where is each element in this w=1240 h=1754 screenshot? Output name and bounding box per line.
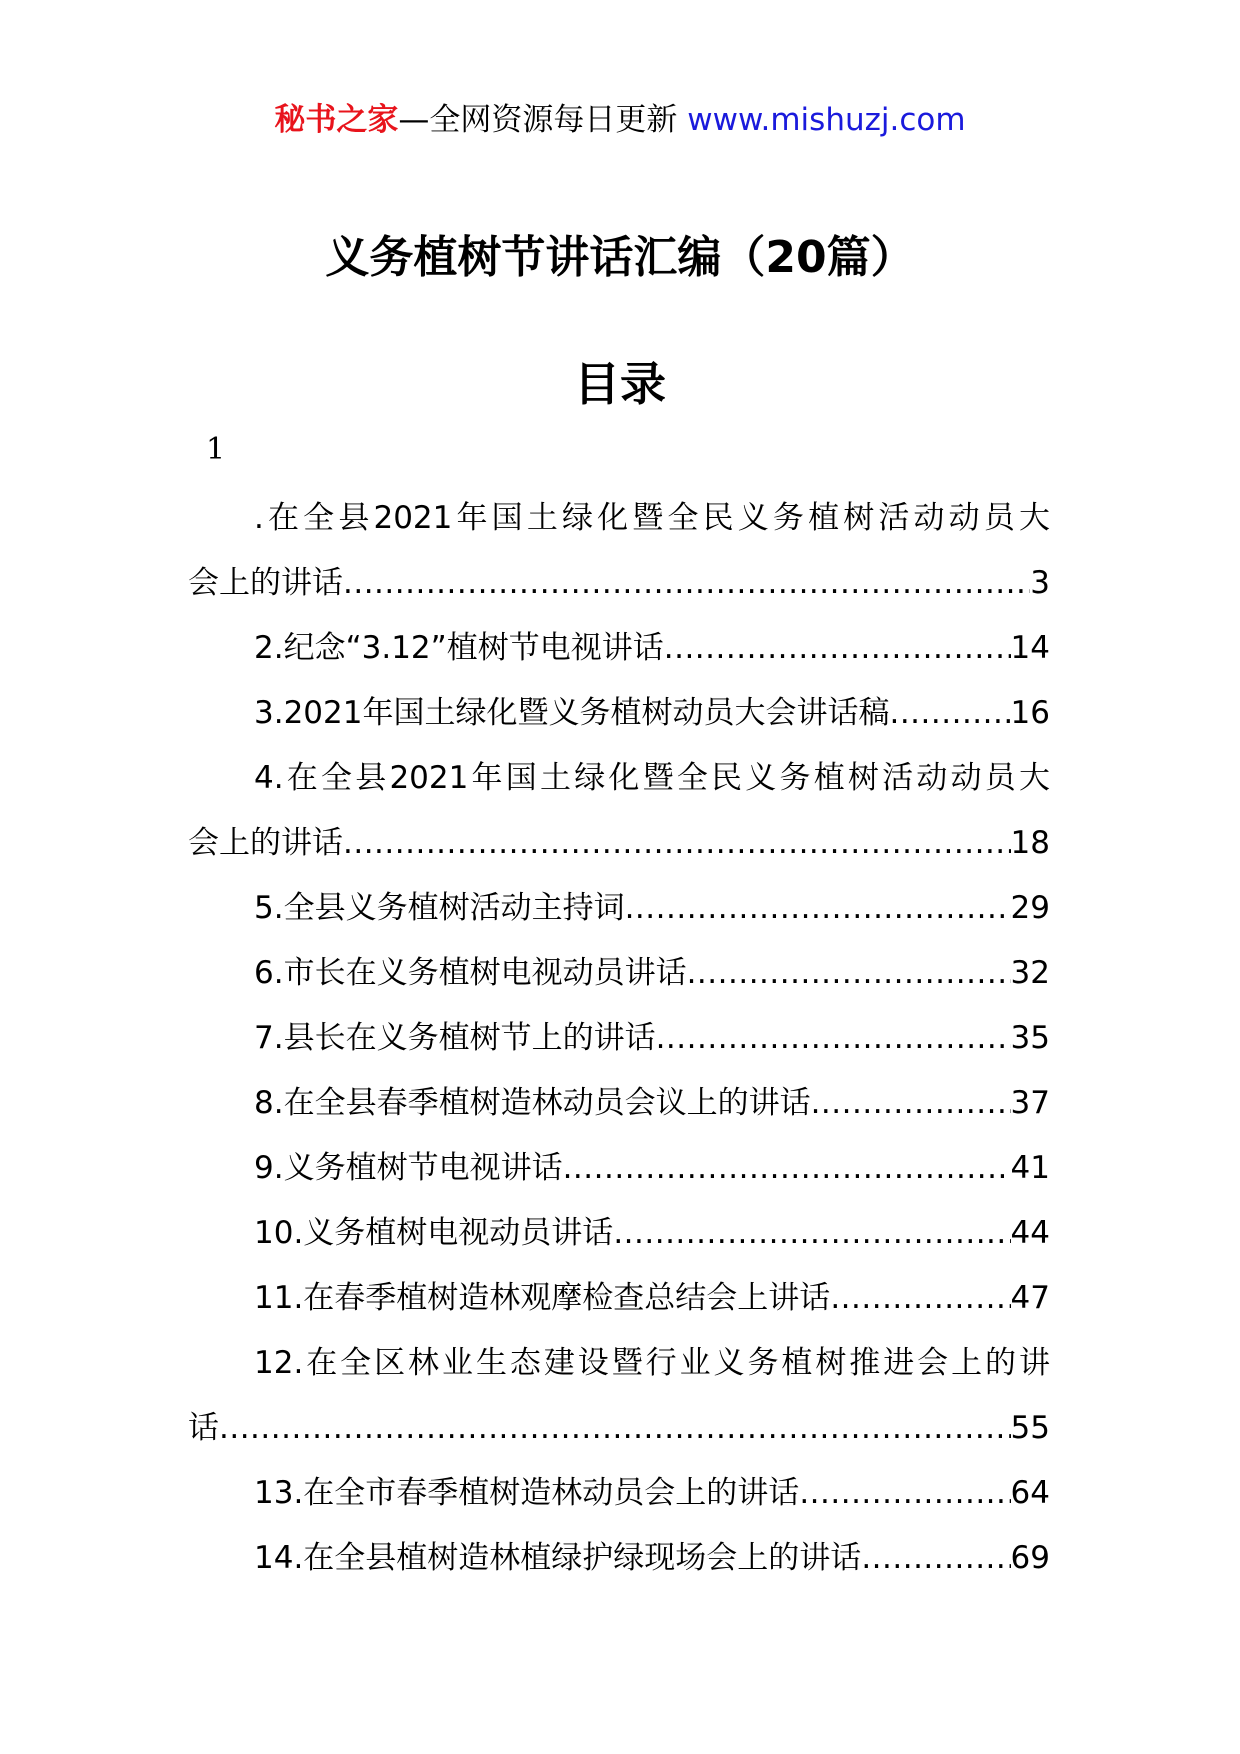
toc-entry-text: 14.在全县植树造林植绿护绿现场会上的讲话 (254, 1540, 862, 1576)
toc-entry-text: 11.在春季植树造林观摩检查总结会上讲话 (254, 1280, 831, 1316)
toc-entry-line[interactable] (188, 1331, 1050, 1396)
toc-page-number: 18 (1010, 825, 1050, 861)
toc-entry[interactable] (188, 941, 1050, 1006)
toc-page-number: 3 (1030, 565, 1050, 601)
toc-page-number: 32 (1010, 955, 1050, 991)
toc-entry-line[interactable] (188, 486, 1050, 551)
toc-page-number: 55 (1010, 1410, 1050, 1446)
toc-page-number: 29 (1010, 890, 1050, 926)
toc-entry-line[interactable] (188, 551, 1050, 616)
toc-page-number: 41 (1010, 1150, 1050, 1186)
toc-entry-text: 8.在全县春季植树造林动员会议上的讲话 (254, 1085, 811, 1121)
toc-entry-text: 话 (188, 1410, 219, 1446)
toc-page-number: 64 (1010, 1475, 1050, 1511)
toc-entry[interactable] (188, 876, 1050, 941)
toc-entry-text: .在全县2021年国土绿化暨全民义务植树活动动员大 (254, 500, 1050, 536)
toc-page-number: 35 (1010, 1020, 1050, 1056)
toc-page-number: 16 (1010, 695, 1050, 731)
dot-leader (563, 1136, 1011, 1201)
toc-heading: 目录 (574, 357, 666, 411)
dot-leader (830, 1266, 1010, 1331)
dot-leader (889, 681, 1010, 746)
dot-leader (343, 811, 1011, 876)
dot-leader (664, 616, 1011, 681)
toc-entry[interactable] (188, 1266, 1050, 1331)
toc-page-number: 69 (1010, 1540, 1050, 1576)
toc-entry-line[interactable] (188, 1396, 1050, 1461)
toc-entry-text: 会上的讲话 (188, 565, 343, 601)
toc-entry-text: 5.全县义务植树活动主持词 (254, 890, 625, 926)
toc-entry-text: 4.在全县2021年国土绿化暨全民义务植树活动动员大 (254, 760, 1050, 796)
site-header (0, 98, 1240, 142)
toc-page-number: 14 (1010, 630, 1050, 666)
toc-entry-text: 7.县长在义务植树节上的讲话 (254, 1020, 656, 1056)
dot-leader (656, 1006, 1011, 1071)
toc-entry-text: 9.义务植树节电视讲话 (254, 1150, 563, 1186)
dot-leader (861, 1526, 1010, 1591)
toc-entry-text: 6.市长在义务植树电视动员讲话 (254, 955, 687, 991)
dot-leader (687, 941, 1011, 1006)
toc-entry-text: 会上的讲话 (188, 825, 343, 861)
toc-entry-text: 10.义务植树电视动员讲话 (254, 1215, 614, 1251)
list-marker: 1 (206, 432, 226, 467)
toc-entry[interactable] (188, 681, 1050, 746)
dot-leader (811, 1071, 1011, 1136)
dot-leader (343, 551, 1030, 616)
dot-leader (799, 1461, 1010, 1526)
toc-page-number: 47 (1010, 1280, 1050, 1316)
toc-entry[interactable] (188, 1461, 1050, 1526)
toc-entry-line[interactable] (188, 746, 1050, 811)
dot-leader (625, 876, 1011, 941)
toc-entry[interactable] (188, 1136, 1050, 1201)
toc-page-number: 44 (1010, 1215, 1050, 1251)
toc-entry[interactable] (188, 1006, 1050, 1071)
toc-entry[interactable] (188, 616, 1050, 681)
toc-entry-text: 13.在全市春季植树造林动员会上的讲话 (254, 1475, 800, 1511)
dot-leader (219, 1396, 1011, 1461)
toc-entry[interactable] (188, 1071, 1050, 1136)
brand-name: 秘书之家 (274, 102, 399, 138)
header-tagline: —全网资源每日更新 (398, 102, 678, 138)
table-of-contents (188, 486, 1050, 1591)
document-title: 义务植树节讲话汇编（20篇） (325, 232, 915, 283)
dot-leader (613, 1201, 1010, 1266)
toc-entry-text: 12.在全区林业生态建设暨行业义务植树推进会上的讲 (254, 1345, 1050, 1381)
toc-entry[interactable] (188, 1526, 1050, 1591)
toc-entry-text: 3.2021年国土绿化暨义务植树动员大会讲话稿 (254, 695, 890, 731)
site-url-link[interactable]: www.mishuzj.com (687, 102, 966, 138)
toc-entry-text: 2.纪念“3.12”植树节电视讲话 (254, 630, 664, 666)
toc-entry-line[interactable] (188, 811, 1050, 876)
toc-entry[interactable] (188, 1201, 1050, 1266)
toc-page-number: 37 (1010, 1085, 1050, 1121)
